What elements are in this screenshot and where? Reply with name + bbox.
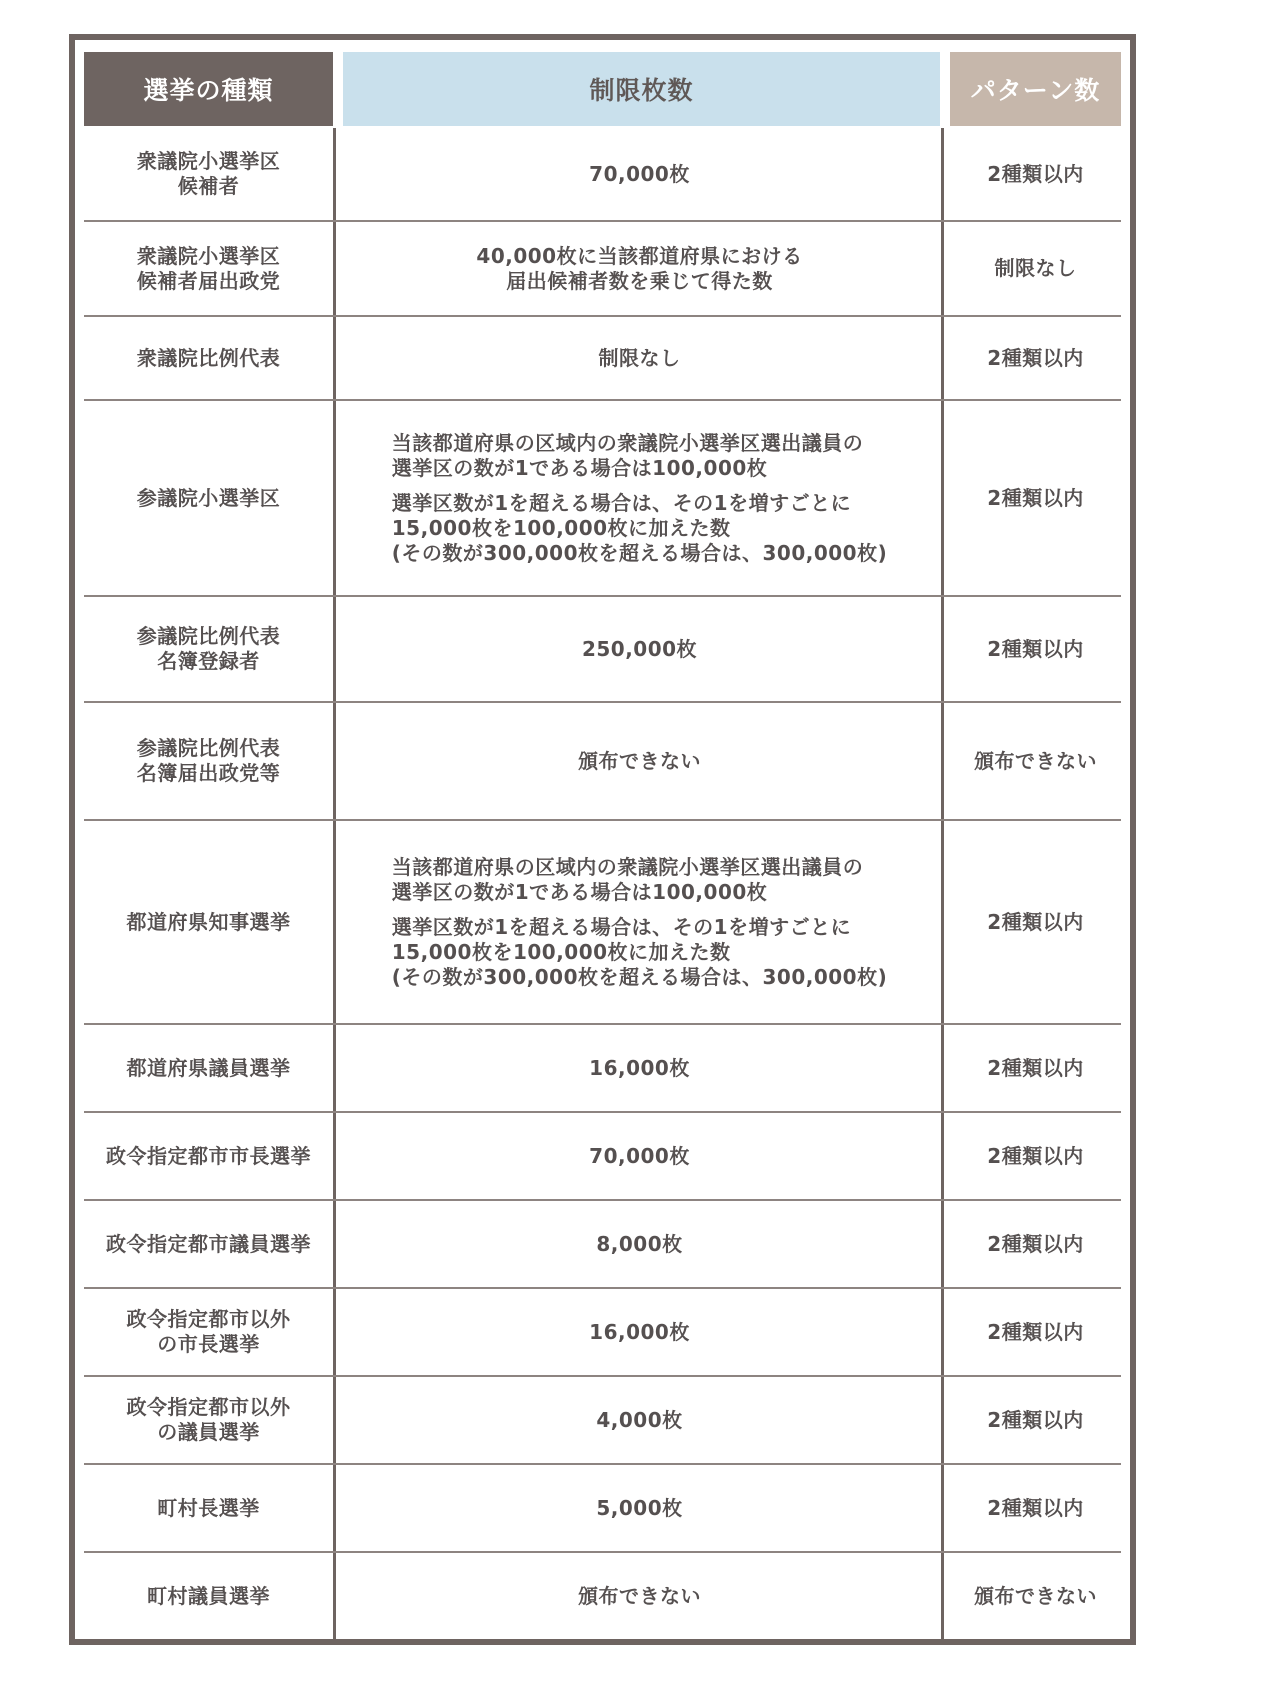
pattern-cell: 2種類以内	[987, 1143, 1084, 1168]
election-type-cell: 都道府県議員選挙	[126, 1055, 291, 1080]
limit-cell: 頒布できない	[578, 748, 701, 773]
pattern-cell: 2種類以内	[987, 1231, 1084, 1256]
limit-cell	[337, 821, 942, 1023]
table-row	[84, 597, 1121, 703]
limit-cell: 16,000枚	[589, 1055, 690, 1080]
election-type-cell: 衆議院小選挙区 候補者	[136, 149, 281, 198]
limit-detail-line: 選挙区数が1を超える場合は、その1を増すごとに 15,000枚を100,000枚に加えた数 (その数が300,000枚を超える場合は、300,000枚)	[391, 490, 888, 565]
limit-cell: 8,000枚	[596, 1231, 683, 1256]
pattern-cell: 2種類以内	[987, 1055, 1084, 1080]
table-row	[84, 317, 1121, 401]
limit-detail-line: 当該都道府県の区域内の衆議院小選挙区選出議員の 選挙区の数が1である場合は100,000枚	[391, 430, 864, 480]
table-row	[84, 1377, 1121, 1465]
header-election-type: 選挙の種類	[84, 52, 333, 126]
limit-cell	[337, 401, 942, 595]
election-table	[69, 34, 1136, 1645]
table-row	[84, 128, 1121, 222]
table-row	[84, 1465, 1121, 1553]
pattern-cell: 2種類以内	[987, 1495, 1084, 1520]
pattern-cell: 2種類以内	[987, 909, 1084, 934]
table-row	[84, 821, 1121, 1025]
limit-cell: 16,000枚	[589, 1319, 690, 1344]
limit-cell: 70,000枚	[589, 161, 690, 186]
pattern-cell: 2種類以内	[987, 345, 1084, 370]
limit-detail	[392, 431, 887, 566]
election-type-cell: 参議院小選挙区	[136, 485, 281, 510]
election-type-cell: 参議院比例代表 名簿届出政党等	[136, 736, 281, 785]
pattern-cell: 頒布できない	[974, 748, 1097, 773]
limit-cell: 4,000枚	[596, 1407, 683, 1432]
election-type-cell: 町村議員選挙	[147, 1584, 270, 1608]
table-row	[84, 1201, 1121, 1289]
election-type-cell: 都道府県知事選挙	[126, 909, 291, 934]
table-row	[84, 222, 1121, 317]
table-row	[84, 1289, 1121, 1377]
election-type-cell: 政令指定都市市長選挙	[106, 1143, 311, 1168]
election-type-cell: 政令指定都市以外 の市長選挙	[126, 1307, 291, 1356]
limit-detail	[392, 855, 887, 990]
limit-cell: 頒布できない	[578, 1584, 701, 1608]
limit-cell: 40,000枚に当該都道府県における 届出候補者数を乗じて得た数	[476, 243, 803, 293]
limit-cell: 70,000枚	[589, 1143, 690, 1168]
pattern-cell: 制限なし	[994, 256, 1077, 280]
pattern-cell: 頒布できない	[974, 1584, 1097, 1608]
pattern-cell: 2種類以内	[987, 161, 1084, 186]
limit-detail-line: 当該都道府県の区域内の衆議院小選挙区選出議員の 選挙区の数が1である場合は100,000枚	[391, 854, 864, 904]
limit-cell: 5,000枚	[596, 1495, 683, 1520]
election-type-cell: 政令指定都市以外 の議員選挙	[126, 1395, 291, 1444]
pattern-cell: 2種類以内	[987, 1407, 1084, 1432]
table-row	[84, 703, 1121, 821]
table-row	[84, 401, 1121, 597]
election-type-cell: 衆議院比例代表	[136, 345, 281, 370]
election-type-cell: 政令指定都市議員選挙	[106, 1231, 311, 1256]
table-row	[84, 1553, 1121, 1640]
election-type-cell: 参議院比例代表 名簿登録者	[136, 624, 281, 673]
header-pattern-count: パターン数	[950, 52, 1121, 126]
header-limit-count: 制限枚数	[343, 52, 940, 126]
table-row	[84, 1025, 1121, 1113]
election-type-cell: 衆議院小選挙区 候補者届出政党	[136, 243, 281, 293]
pattern-cell: 2種類以内	[987, 636, 1084, 661]
pattern-cell: 2種類以内	[987, 1319, 1084, 1344]
election-type-cell: 町村長選挙	[157, 1495, 260, 1520]
pattern-cell: 2種類以内	[987, 485, 1084, 510]
limit-detail-line: 選挙区数が1を超える場合は、その1を増すごとに 15,000枚を100,000枚に加えた数 (その数が300,000枚を超える場合は、300,000枚)	[391, 914, 888, 989]
limit-cell: 250,000枚	[581, 636, 698, 661]
limit-cell: 制限なし	[598, 345, 681, 370]
table-row	[84, 1113, 1121, 1201]
